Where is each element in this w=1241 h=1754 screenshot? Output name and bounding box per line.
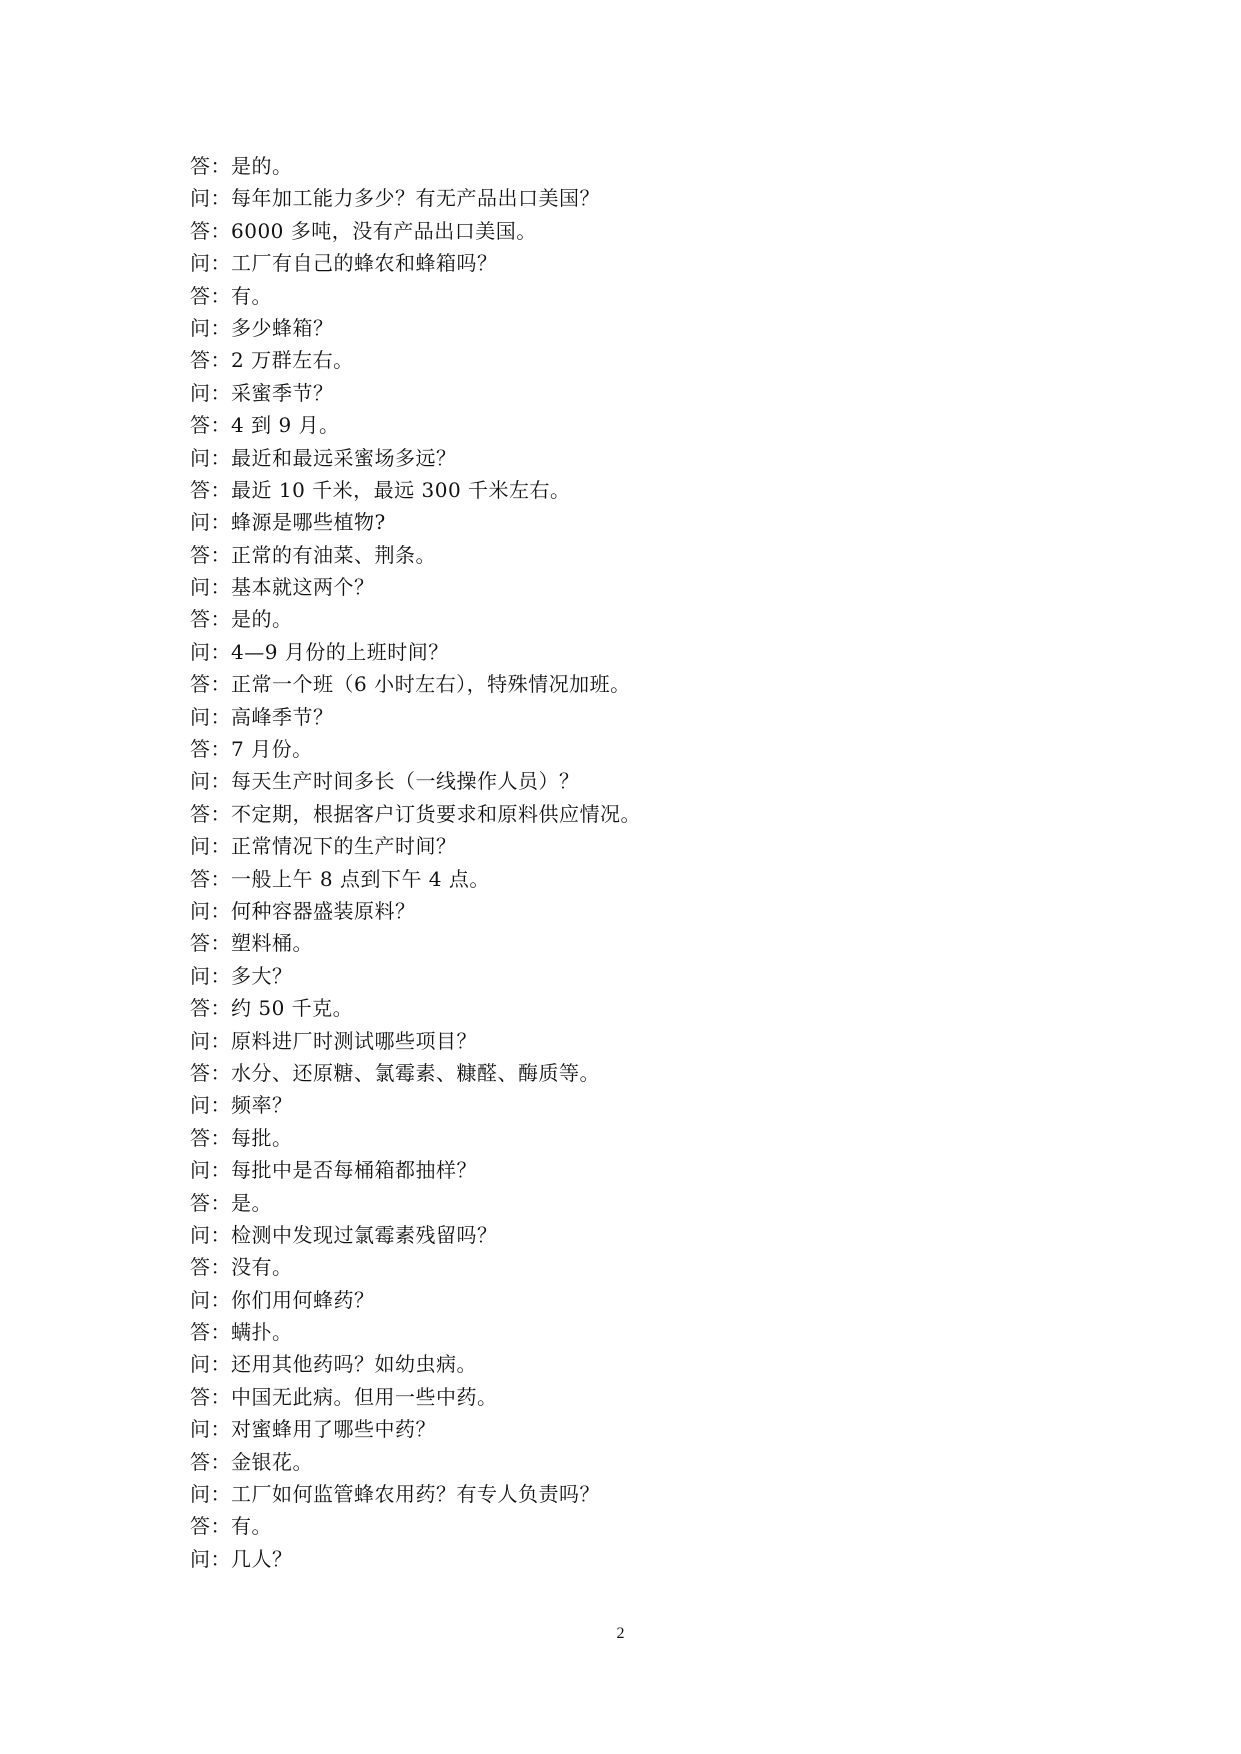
answer-line: 答：最近 10 千米，最远 300 千米左右。 <box>190 477 571 502</box>
question-line: 问：正常情况下的生产时间？ <box>190 834 457 859</box>
interview-transcript <box>190 150 1090 1575</box>
answer-line: 答：6000 多吨，没有产品出口美国。 <box>190 218 537 243</box>
question-line: 问：基本就这两个？ <box>190 575 375 600</box>
answer-line: 答：是。 <box>190 1190 272 1215</box>
question-line: 问：工厂有自己的蜂农和蜂箱吗？ <box>190 251 498 276</box>
question-line: 问：几人？ <box>190 1546 293 1571</box>
question-line: 问：对蜜蜂用了哪些中药？ <box>190 1417 436 1442</box>
answer-line: 答：是的。 <box>190 154 293 178</box>
question-line: 问：你们用何蜂药？ <box>190 1287 375 1312</box>
question-line: 问：采蜜季节？ <box>190 380 334 405</box>
question-line: 问：工厂如何监管蜂农用药？有专人负责吗？ <box>190 1482 600 1507</box>
question-line: 问：还用其他药吗？如幼虫病。 <box>190 1352 477 1377</box>
answer-line: 答：每批。 <box>190 1125 293 1150</box>
answer-line: 答：约 50 千克。 <box>190 996 354 1021</box>
question-line: 问：检测中发现过氯霉素残留吗？ <box>190 1222 498 1247</box>
question-line: 问：蜂源是哪些植物? <box>190 510 386 535</box>
question-line: 问：多少蜂箱？ <box>190 315 334 340</box>
question-line: 问：多大？ <box>190 963 293 988</box>
answer-line: 答：7 月份。 <box>190 737 313 762</box>
question-line: 问：每年加工能力多少？有无产品出口美国？ <box>190 186 600 211</box>
answer-line: 答：中国无此病。但用一些中药。 <box>190 1384 498 1409</box>
answer-line: 答：水分、还原糖、氯霉素、糠醛、酶质等。 <box>190 1060 600 1085</box>
answer-line: 答：有。 <box>190 283 272 308</box>
answer-line: 答：有。 <box>190 1514 272 1539</box>
answer-line: 答：不定期，根据客户订货要求和原料供应情况。 <box>190 801 641 826</box>
question-line: 问：每批中是否每桶箱都抽样？ <box>190 1158 477 1183</box>
answer-line: 答：塑料桶。 <box>190 931 313 956</box>
question-line: 问：频率？ <box>190 1093 293 1118</box>
question-line: 问：何种容器盛装原料？ <box>190 898 416 923</box>
answer-line: 答：没有。 <box>190 1255 293 1280</box>
answer-line: 答：一般上午 8 点到下午 4 点。 <box>190 866 490 891</box>
question-line: 问：高峰季节？ <box>190 704 334 729</box>
answer-line: 答：螨扑。 <box>190 1320 293 1345</box>
question-line: 问：原料进厂时测试哪些项目？ <box>190 1028 477 1053</box>
answer-line: 答：正常一个班（6 小时左右），特殊情况加班。 <box>190 672 631 697</box>
page-number: 2 <box>616 1625 625 1642</box>
question-line: 问：每天生产时间多长（一线操作人员）？ <box>190 769 580 794</box>
answer-line: 答：正常的有油菜、荆条。 <box>190 542 436 567</box>
question-line: 问：最近和最远采蜜场多远？ <box>190 445 457 470</box>
answer-line: 答：2 万群左右。 <box>190 348 354 373</box>
answer-line: 答：金银花。 <box>190 1449 313 1474</box>
question-line: 问：4—9 月份的上班时间？ <box>190 639 449 664</box>
answer-line: 答：4 到 9 月。 <box>190 413 340 438</box>
answer-line: 答：是的。 <box>190 607 293 632</box>
